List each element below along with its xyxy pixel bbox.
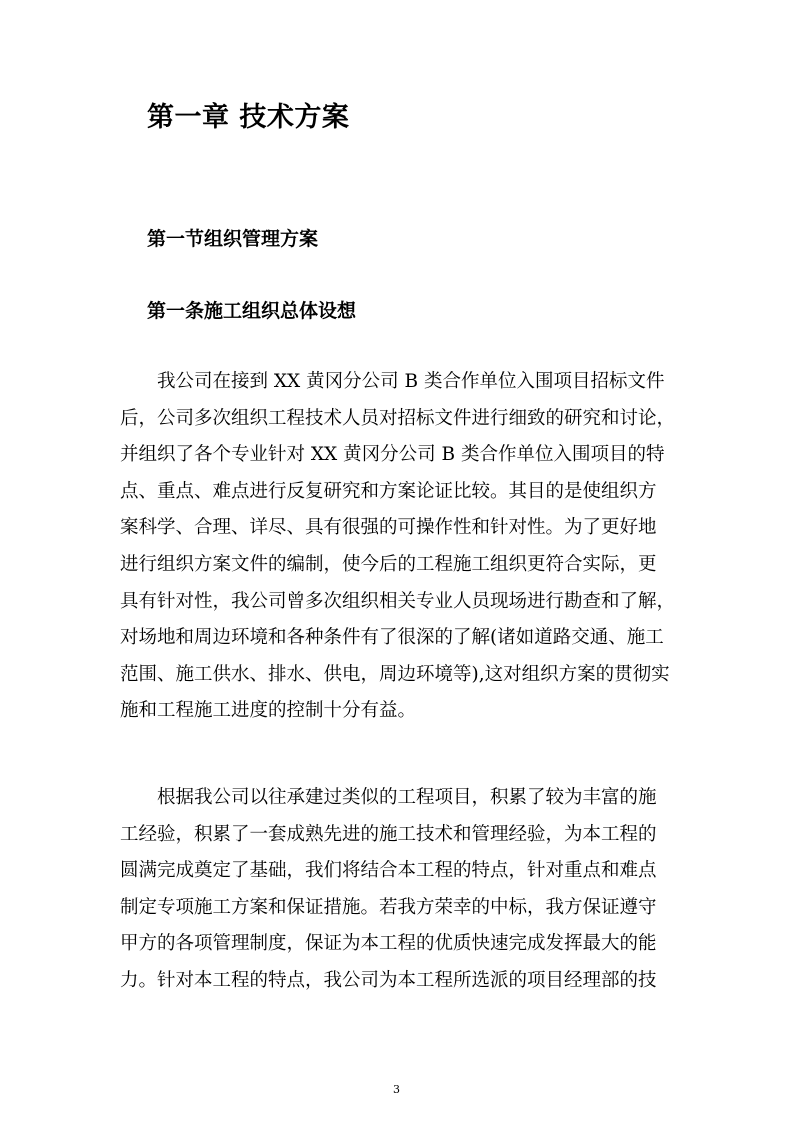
paragraph-line: 根据我公司以往承建过类似的工程项目，积累了较为丰富的施 — [157, 787, 657, 808]
paragraph-line: 力。针对本工程的特点，我公司为本工程所选派的项目经理部的技 — [120, 969, 657, 991]
paragraph-line: 我公司在接到 XX 黄冈分公司 B 类合作单位入围项目招标文件 — [157, 371, 665, 392]
paragraph-line: 点、重点、难点进行反复研究和方案论证比较。其目的是使组织方 — [120, 480, 657, 502]
paragraph-line: 案科学、合理、详尽、具有很强的可操作性和针对性。为了更好地 — [120, 517, 657, 539]
chapter-title: 第一章 技术方案 — [147, 102, 350, 133]
paragraph-line: 甲方的各项管理制度，保证为本工程的优质快速完成发挥最大的能 — [120, 933, 657, 955]
paragraph-line: 进行组织方案文件的编制，使今后的工程施工组织更符合实际，更 — [120, 553, 657, 575]
article-title: 第一条施工组织总体设想 — [147, 300, 357, 322]
paragraph-line: 制定专项施工方案和保证措施。若我方荣幸的中标，我方保证遵守 — [120, 896, 657, 918]
paragraph-1 — [120, 364, 680, 730]
paragraph-line: 具有针对性，我公司曾多次组织相关专业人员现场进行勘查和了解， — [120, 590, 676, 612]
page-number: 3 — [393, 1083, 400, 1096]
paragraph-line: 后，公司多次组织工程技术人员对招标文件进行细致的研究和讨论， — [120, 407, 676, 429]
section-title: 第一节组织管理方案 — [147, 228, 319, 250]
paragraph-2 — [120, 780, 680, 1000]
paragraph-line: 范围、施工供水、排水、供电，周边环境等),这对组织方案的贯彻实 — [120, 663, 670, 685]
paragraph-line: 圆满完成奠定了基础，我们将结合本工程的特点，针对重点和难点 — [120, 860, 657, 882]
paragraph-line: 工经验，积累了一套成熟先进的施工技术和管理经验，为本工程的 — [120, 823, 657, 845]
paragraph-line: 施和工程施工进度的控制十分有益。 — [120, 700, 417, 722]
paragraph-line: 并组织了各个专业针对 XX 黄冈分公司 B 类合作单位入围项目的特 — [120, 444, 665, 466]
paragraph-line: 对场地和周边环境和各种条件有了很深的了解(诸如道路交通、施工 — [120, 627, 664, 649]
